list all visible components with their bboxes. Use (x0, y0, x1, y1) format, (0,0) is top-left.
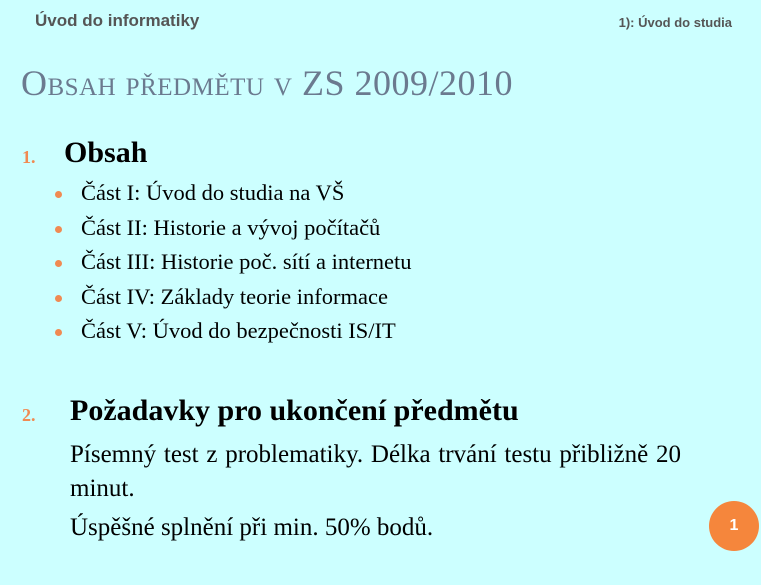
list-item-label: Část IV: Základy teorie informace (81, 283, 388, 309)
list-item (55, 314, 412, 349)
course-title: Úvod do informatiky (35, 11, 200, 30)
list-item-label: Část I: Úvod do studia na VŠ (81, 180, 345, 205)
list-item (55, 280, 412, 315)
list-item (55, 245, 412, 280)
list-item (55, 176, 412, 211)
section-2-heading: Požadavky pro ukončení předmětu (70, 394, 519, 427)
content-list (55, 176, 412, 349)
slide-title: Obsah předmětu v ZS 2009/2010 (21, 63, 513, 103)
bullet-icon (55, 226, 62, 233)
section-2-number: 2. (22, 405, 36, 425)
passing-criteria: Úspěšné splnění při min. 50% bodů. (70, 514, 434, 541)
list-item-label: Část III: Historie poč. sítí a internetu (81, 249, 412, 275)
list-item (55, 211, 412, 246)
requirements-paragraph: Písemný test z problematiky. Délka trvání testu přibližně 20 minut. (70, 441, 681, 502)
page-number-badge: 1 (709, 501, 759, 551)
section-1-number: 1. (22, 147, 36, 167)
list-item-label: Část II: Historie a vývoj počítačů (81, 214, 381, 240)
bullet-icon (55, 191, 62, 198)
section-1-heading: Obsah (64, 136, 148, 169)
bullet-icon (55, 329, 62, 336)
list-item-label: Část V: Úvod do bezpečnosti IS/IT (81, 318, 396, 344)
bullet-icon (55, 295, 62, 302)
bullet-icon (55, 260, 62, 267)
section-label: 1): Úvod do studia (618, 15, 732, 30)
